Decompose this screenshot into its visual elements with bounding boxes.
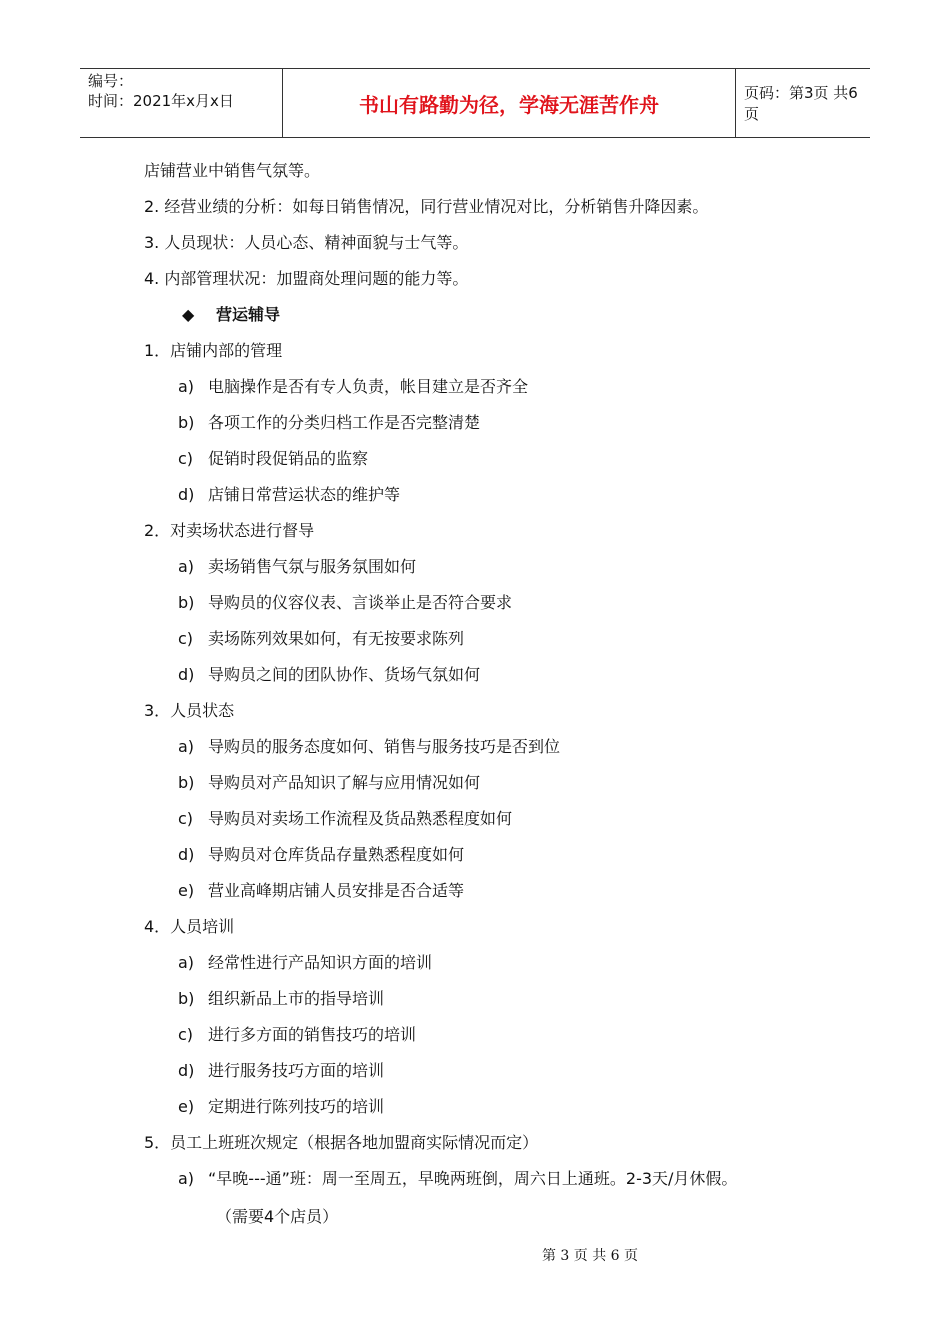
- header-motto: 书山有路勤为径，学海无涯苦作舟: [282, 69, 736, 137]
- document-number-label: 编号：: [88, 72, 134, 90]
- item-label: a): [178, 737, 195, 756]
- list-item: [178, 1024, 416, 1046]
- item-text: 导购员的服务态度如何、销售与服务技巧是否到位: [208, 737, 561, 756]
- intro-line: 4. 内部管理状况：加盟商处理问题的能力等。: [144, 269, 469, 288]
- list-item: [178, 484, 400, 506]
- item-label: d): [178, 845, 195, 864]
- item-text: 导购员之间的团队协作、货场气氛如何: [208, 665, 481, 684]
- item-text: 导购员对产品知识了解与应用情况如何: [208, 773, 481, 792]
- list-item: [178, 772, 480, 794]
- list-item: [178, 1060, 384, 1082]
- group-heading: 5．员工上班班次规定（根据各地加盟商实际情况而定）: [144, 1133, 539, 1152]
- item-text: 进行服务技巧方面的培训: [208, 1061, 385, 1080]
- group-heading: 1．店铺内部的管理: [144, 341, 283, 360]
- item-label: c): [178, 1025, 194, 1044]
- item-label: d): [178, 485, 195, 504]
- list-item: [178, 952, 432, 974]
- list-item: [178, 844, 464, 866]
- item-text: 营业高峰期店铺人员安排是否合适等: [208, 881, 465, 900]
- group-heading: 4．人员培训: [144, 917, 235, 936]
- intro-line: 店铺营业中销售气氛等。: [144, 161, 321, 180]
- item-label: e): [178, 1097, 195, 1116]
- intro-line: 2. 经营业绩的分析：如每日销售情况，同行营业情况对比，分析销售升降因素。: [144, 197, 709, 216]
- header-meta: [80, 69, 282, 137]
- list-item: [178, 988, 384, 1010]
- list-item: [178, 880, 464, 902]
- list-item: [178, 412, 480, 434]
- item-label: a): [178, 1169, 195, 1188]
- page-header: [80, 68, 870, 138]
- item-text: “早晚---通”班：周一至周五，早晚两班倒，周六日上通班。2-3天/月休假。: [208, 1169, 738, 1188]
- item-text: 经常性进行产品知识方面的培训: [208, 953, 433, 972]
- item-label: c): [178, 629, 194, 648]
- staff-note: （需要4个店员）: [216, 1207, 339, 1226]
- group-heading: 2．对卖场状态进行督导: [144, 521, 315, 540]
- list-item: [178, 1096, 384, 1118]
- list-item: [178, 808, 512, 830]
- item-label: a): [178, 557, 195, 576]
- list-item: [178, 376, 528, 398]
- list-item: [178, 628, 464, 650]
- list-item: [178, 736, 560, 758]
- item-label: b): [178, 593, 195, 612]
- item-text: 定期进行陈列技巧的培训: [208, 1097, 385, 1116]
- item-label: d): [178, 1061, 195, 1080]
- section-heading: [182, 304, 280, 326]
- list-item: [178, 448, 368, 470]
- diamond-bullet-icon: ◆: [182, 305, 195, 324]
- item-text: 导购员的仪容仪表、言谈举止是否符合要求: [208, 593, 513, 612]
- item-label: e): [178, 881, 195, 900]
- list-item: [178, 592, 512, 614]
- item-text: 进行多方面的销售技巧的培训: [208, 1025, 417, 1044]
- list-item: [178, 1168, 737, 1190]
- item-text: 导购员对仓库货品存量熟悉程度如何: [208, 845, 465, 864]
- item-label: d): [178, 665, 195, 684]
- footer-page-number: 第 3 页 共 6 页: [541, 1248, 639, 1264]
- item-label: c): [178, 809, 194, 828]
- list-item: [178, 556, 416, 578]
- page-footer: [0, 1245, 950, 1265]
- item-label: b): [178, 989, 195, 1008]
- item-label: a): [178, 377, 195, 396]
- item-label: c): [178, 449, 194, 468]
- item-text: 卖场陈列效果如何，有无按要求陈列: [208, 629, 465, 648]
- item-text: 电脑操作是否有专人负责，帐目建立是否齐全: [208, 377, 529, 396]
- item-text: 各项工作的分类归档工作是否完整清楚: [208, 413, 481, 432]
- header-page-number: 页码：第3页 共6页: [744, 84, 858, 123]
- item-text: 导购员对卖场工作流程及货品熟悉程度如何: [208, 809, 513, 828]
- list-item: [178, 664, 480, 686]
- item-text: 店铺日常营运状态的维护等: [208, 485, 401, 504]
- item-text: 促销时段促销品的监察: [208, 449, 369, 468]
- section-title: 营运辅导: [216, 305, 281, 324]
- document-date: 时间：2021年x月x日: [88, 92, 234, 110]
- item-text: 卖场销售气氛与服务氛围如何: [208, 557, 417, 576]
- group-heading: 3．人员状态: [144, 701, 235, 720]
- item-text: 组织新品上市的指导培训: [208, 989, 385, 1008]
- item-label: b): [178, 773, 195, 792]
- item-label: a): [178, 953, 195, 972]
- intro-line: 3. 人员现状：人员心态、精神面貌与士气等。: [144, 233, 469, 252]
- item-label: b): [178, 413, 195, 432]
